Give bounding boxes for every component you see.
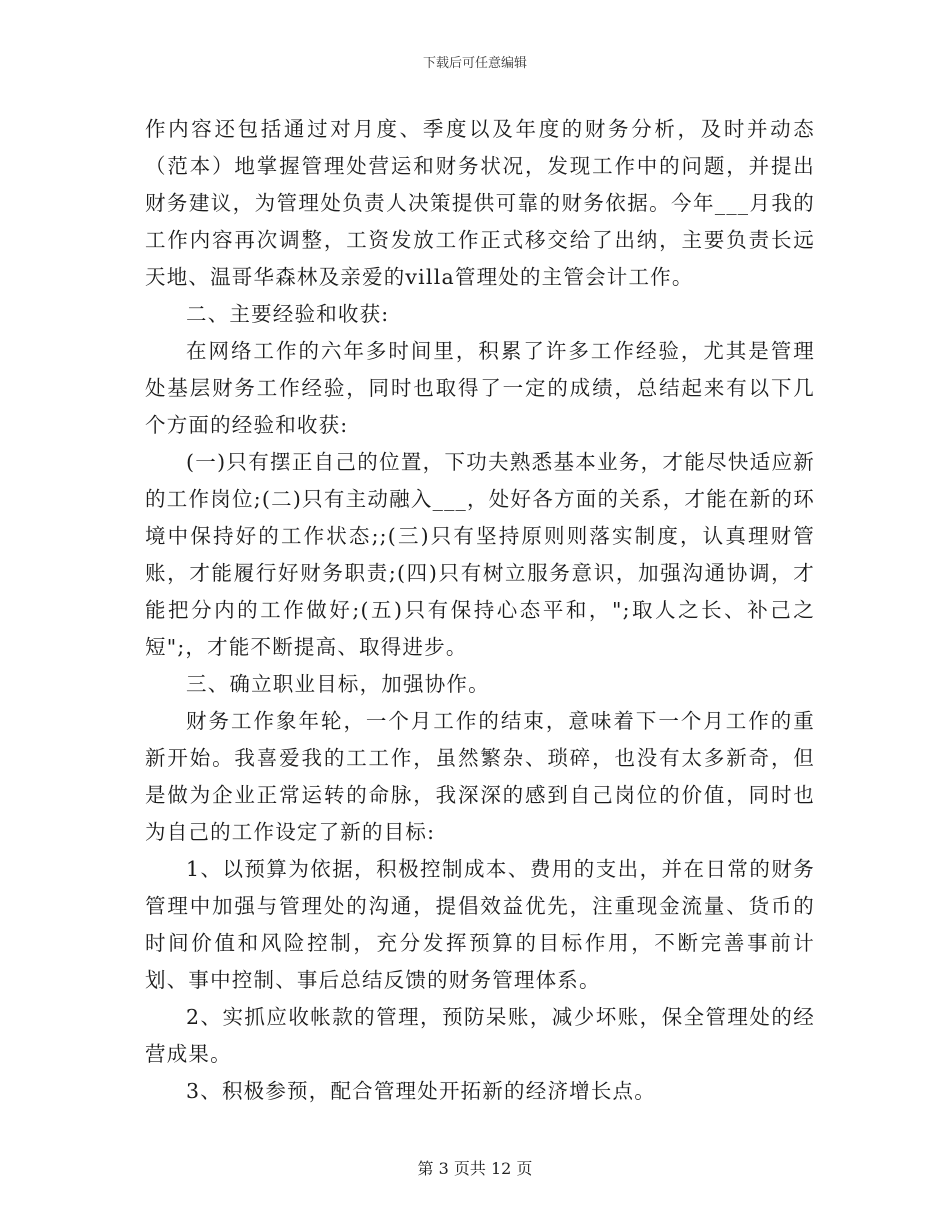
document-body: [145, 111, 815, 1110]
paragraph-goals-intro: 财务工作象年轮，一个月工作的结束，意味着下一个月工作的重新开始。我喜爱我的工工作，虽然繁杂、琐碎，也没有太多新奇，但是做为企业正常运转的命脉，我深深的感到自己岗位的价值，同时也为自己的工作设定了新的目标:: [145, 709, 815, 844]
section-heading-goals: 三、确立职业目标，加强协作。: [186, 672, 490, 696]
paragraph-work-content: 作内容还包括通过对月度、季度以及年度的财务分析，及时并动态（范本）地掌握管理处营运和财务状况，发现工作中的问题，并提出财务建议，为管理处负责人决策提供可靠的财务依据。今年___月我的工作内容再次调整，工资发放工作正式移交给了出纳，主要负责长远天地、温哥华森林及亲爱的villa管理处的主管会计工作。: [145, 117, 815, 289]
paragraph-goal-1: 1、以预算为依据，积极控制成本、费用的支出，并在日常的财务管理中加强与管理处的沟通，提倡效益优先，注重现金流量、货币的时间价值和风险控制，充分发挥预算的目标作用，不断完善事前计划、事中控制、事后总结反馈的财务管理体系。: [145, 857, 815, 992]
page-header: 下载后可任意编辑: [422, 56, 527, 71]
paragraph-goal-3: 3、积极参预，配合管理处开拓新的经济增长点。: [186, 1079, 656, 1103]
section-heading-experience: 二、主要经验和收获:: [186, 302, 390, 326]
paragraph-experience-intro: 在网络工作的六年多时间里，积累了许多工作经验，尤其是管理处基层财务工作经验，同时也取得了一定的成绩，总结起来有以下几个方面的经验和收获:: [145, 339, 815, 437]
page-footer: 第 3 页共 12 页: [417, 1159, 533, 1178]
paragraph-experience-list: (一)只有摆正自己的位置，下功夫熟悉基本业务，才能尽快适应新的工作岗位;(二)只有主动融入___，处好各方面的关系，才能在新的环境中保持好的工作状态;;(三)只有坚持原则则落实制度，认真理财管账，才能履行好财务职责;(四)只有树立服务意识，加强沟通协调，才能把分内的工作做好;(五)只有保持心态平和，";取人之长、补己之短";，才能不断提高、取得进步。: [145, 450, 815, 659]
paragraph-goal-2: 2、实抓应收帐款的管理，预防呆账，减少坏账，保全管理处的经营成果。: [145, 1005, 815, 1066]
